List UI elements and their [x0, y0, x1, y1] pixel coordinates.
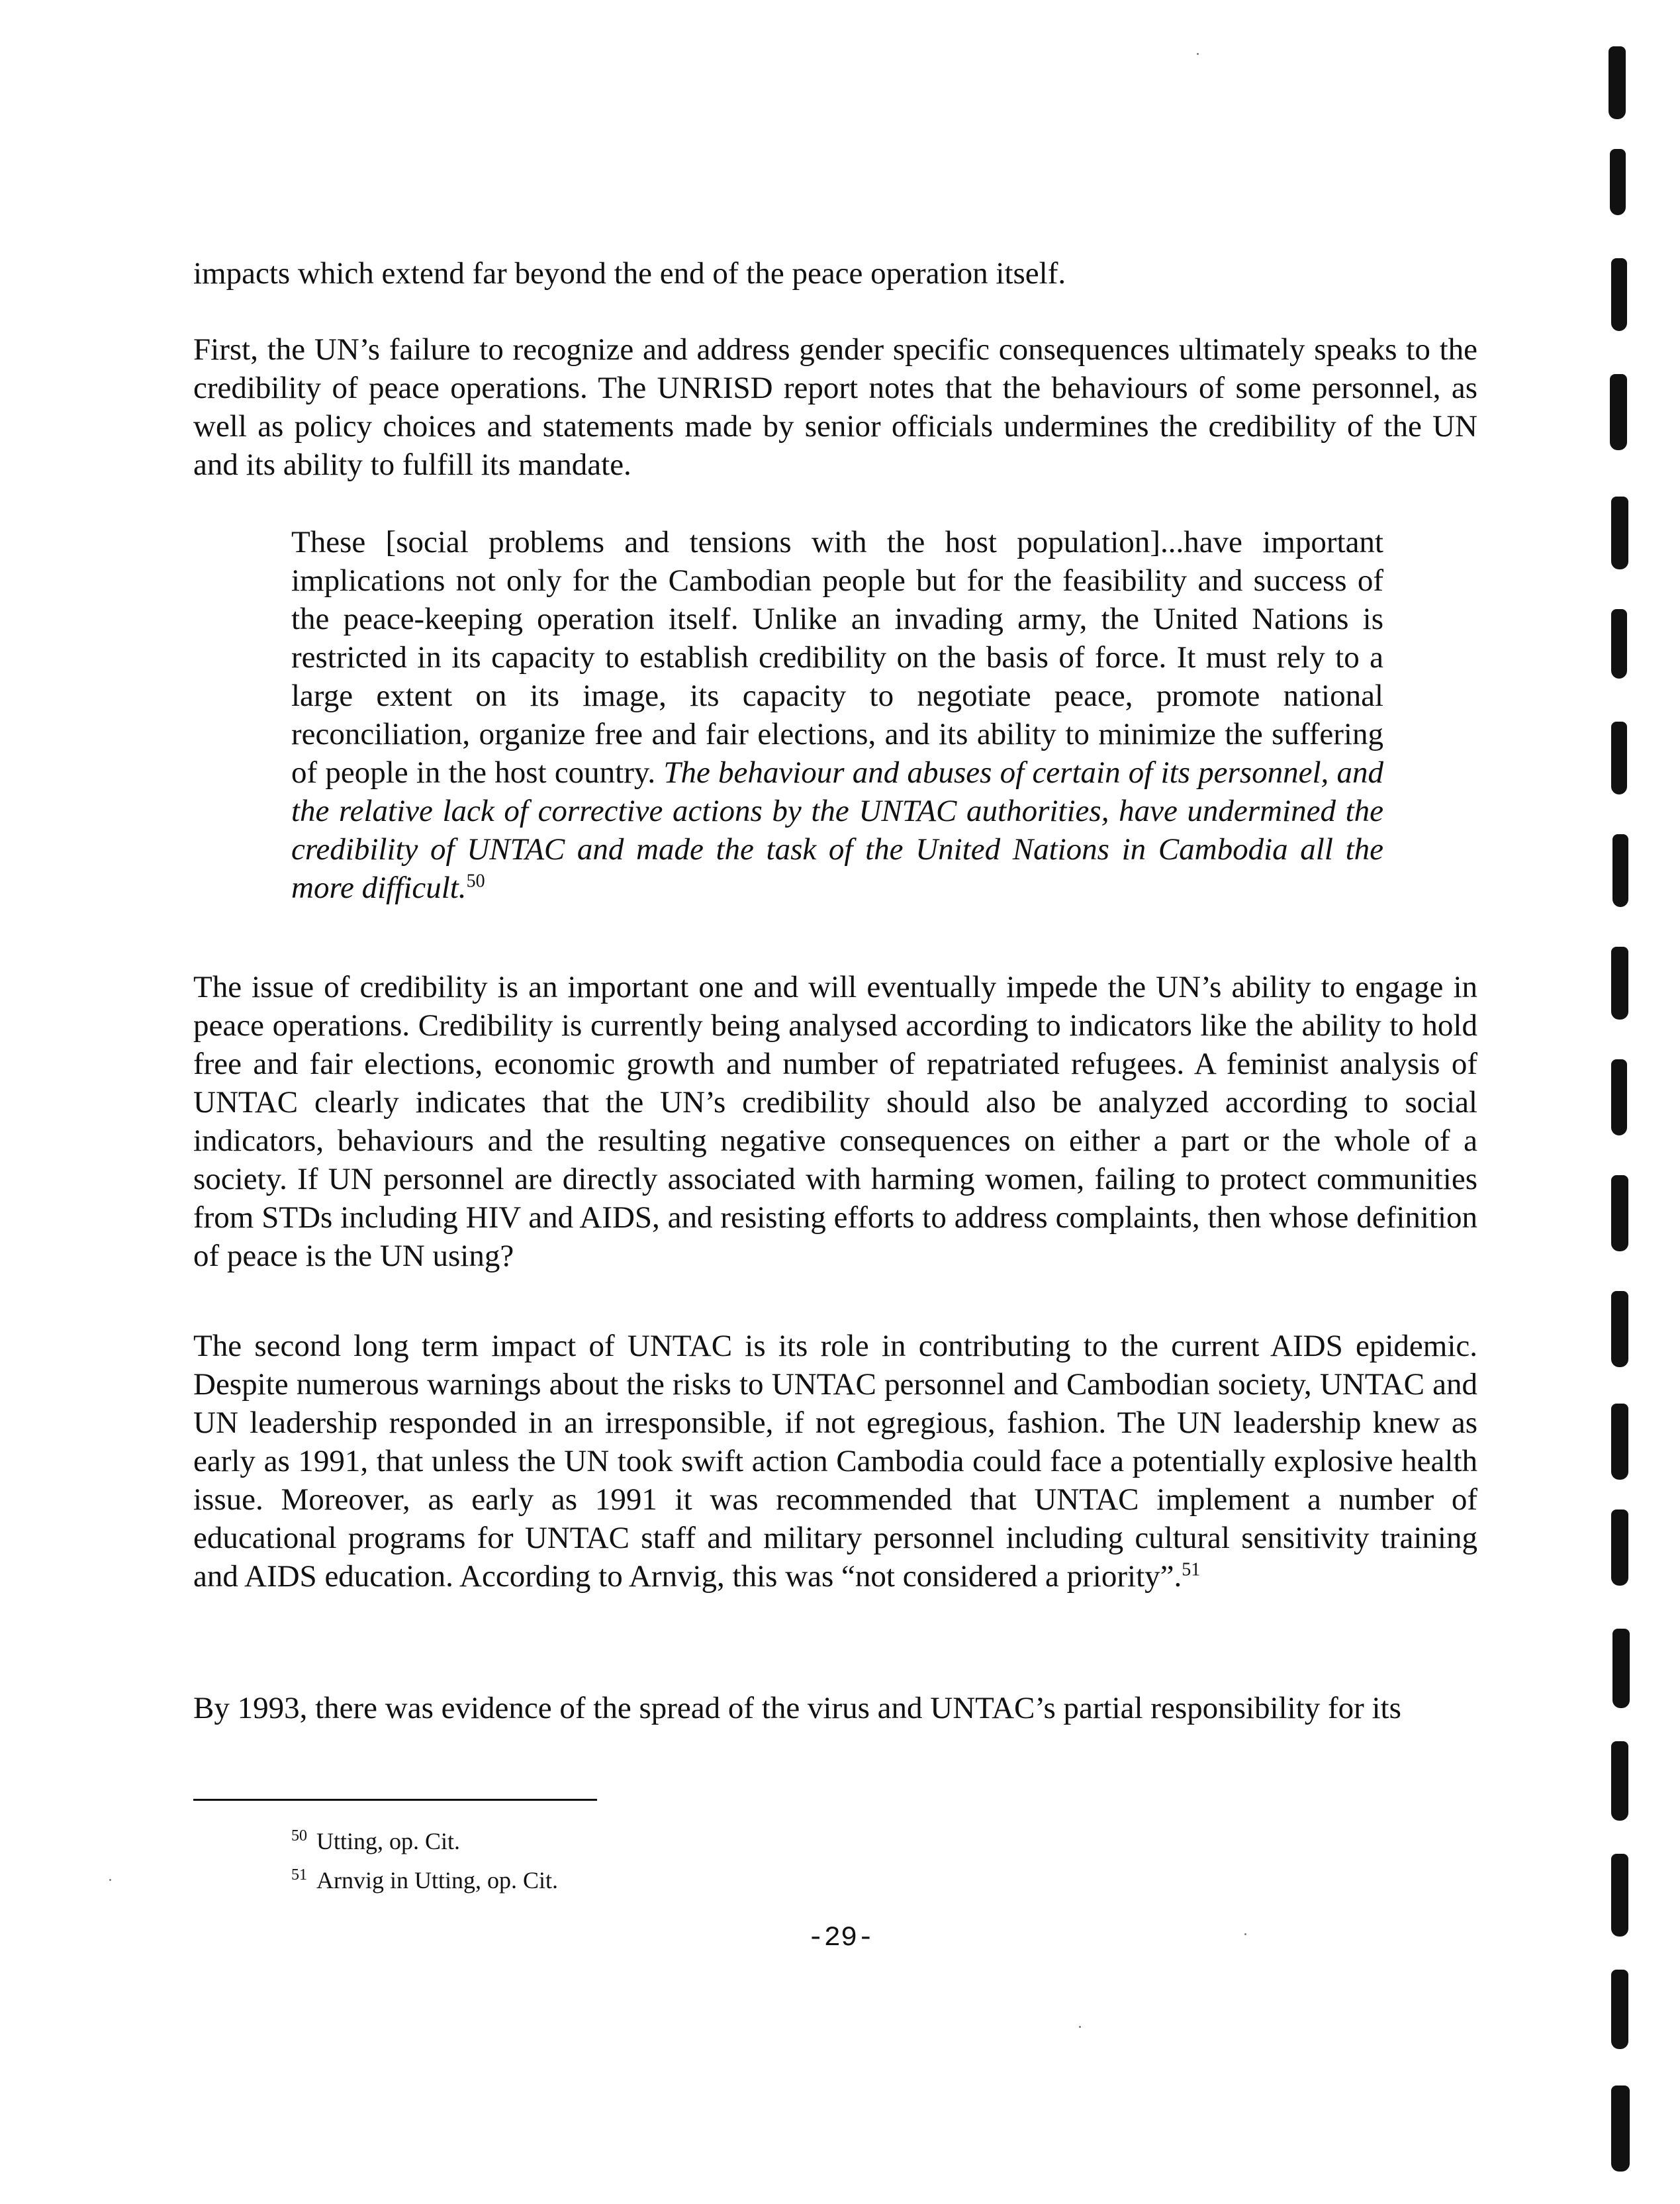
binding-hole-mark — [1611, 1509, 1628, 1586]
binding-hole-mark — [1612, 1629, 1630, 1708]
paragraph-2 — [193, 330, 1477, 484]
footnote-50-number: 50 — [291, 1827, 307, 1845]
block-quote-italic-text: The behaviour and abuses of certain of its personnel, and the relative lack of corrective actions by the UNTAC authorities, have undermined the credibility of UNTAC and made the task of the United Nations in Cambodia all the more difficult. — [291, 755, 1383, 905]
binding-hole-mark — [1611, 722, 1627, 794]
binding-hole-mark — [1611, 1291, 1628, 1367]
paragraph-5-text: By 1993, there was evidence of the spread of the virus and UNTAC’s partial responsibility for its — [193, 1691, 1401, 1725]
binding-hole-mark — [1611, 1404, 1628, 1480]
binding-hole-mark — [1611, 497, 1628, 569]
paragraph-3 — [193, 968, 1477, 1275]
footnote-51 — [291, 1865, 558, 1895]
block-quote — [291, 523, 1383, 907]
paragraph-4-text: The second long term impact of UNTAC is its role in contributing to the current AIDS epidemic. Despite numerous warnings about the risks to UNTAC personnel and Cambodian society, UNTAC and UN leadership responded in an irresponsible, if not egregious, fashion. The UN leadership knew as early as 1991, that unless the UN took swift action Cambodia could face a potentially explosive health issue. Moreover, as early as 1991 it was recommended that UNTAC implement a number of educational programs for UNTAC staff and military personnel including cultural sensitivity training and AIDS education. According to Arnvig, this was “not considered a priority”. — [193, 1329, 1477, 1594]
paragraph-1-text: impacts which extend far beyond the end of the peace operation itself. — [193, 256, 1066, 291]
binding-hole-mark — [1612, 834, 1628, 907]
paragraph-2-text: First, the UN’s failure to recognize and address gender specific consequences ultimately speaks to the credibility of peace operations. The UNRISD report notes that the behaviours of some personnel, as well as policy choices and statements made by senior officials undermines the credibility of the UN and its ability to fulfill its mandate. — [193, 332, 1477, 482]
binding-hole-mark — [1611, 1175, 1628, 1251]
binding-hole-mark — [1610, 374, 1627, 450]
binding-hole-mark — [1611, 258, 1627, 331]
footnote-divider — [193, 1799, 597, 1801]
binding-hole-mark — [1609, 46, 1626, 119]
paragraph-3-text: The issue of credibility is an important one and will eventually impede the UN’s ability to engage in peace operations. Credibility is currently being analysed according to indicators like the ability to hold free and fair elections, economic growth and number of repatriated refugees. A feminist analysis of UNTAC clearly indicates that the UN’s credibility should also be analyzed according to social indicators, behaviours and the resulting negative consequences on either a part or the whole of a society. If UN personnel are directly associated with harming women, failing to protect communities from STDs including HIV and AIDS, and resisting efforts to address complaints, then whose definition of peace is the UN using? — [193, 970, 1477, 1273]
binding-hole-mark — [1611, 1970, 1628, 2049]
binding-hole-mark — [1611, 1059, 1627, 1135]
paragraph-5 — [193, 1689, 1477, 1727]
footnote-50-text: Utting, op. Cit. — [316, 1828, 461, 1854]
footnote-50 — [291, 1826, 460, 1856]
footnote-ref-50: 50 — [466, 871, 485, 892]
scan-speck — [1197, 53, 1199, 55]
binding-hole-mark — [1611, 947, 1628, 1020]
binding-hole-mark — [1611, 1741, 1628, 1821]
scan-speck — [1079, 2026, 1081, 2028]
binding-holes — [1595, 0, 1680, 2204]
footnote-51-text: Arnvig in Utting, op. Cit. — [316, 1867, 559, 1893]
binding-hole-mark — [1610, 149, 1626, 215]
paragraph-4 — [193, 1327, 1477, 1596]
scan-speck — [1244, 1933, 1246, 1935]
footnote-ref-51: 51 — [1182, 1559, 1201, 1580]
binding-hole-mark — [1611, 609, 1627, 679]
binding-hole-mark — [1611, 2085, 1630, 2172]
page-number: -29- — [807, 1922, 874, 1954]
scan-speck — [109, 1879, 111, 1881]
paragraph-1 — [193, 254, 1477, 293]
binding-hole-mark — [1611, 1854, 1628, 1937]
footnote-51-number: 51 — [291, 1866, 307, 1884]
block-quote-plain-text: These [social problems and tensions with the host population]...have important implications not only for the Cambodian people but for the feasibility and success of the peace-keeping operation itself. Unlike an invading army, the United Nations is restricted in its capacity to establish credibility on the basis of force. It must rely to a large extent on its image, its capacity to negotiate peace, promote national reconciliation, organize free and fair elections, and its ability to minimize the suffering of people in the host country. — [291, 525, 1383, 790]
